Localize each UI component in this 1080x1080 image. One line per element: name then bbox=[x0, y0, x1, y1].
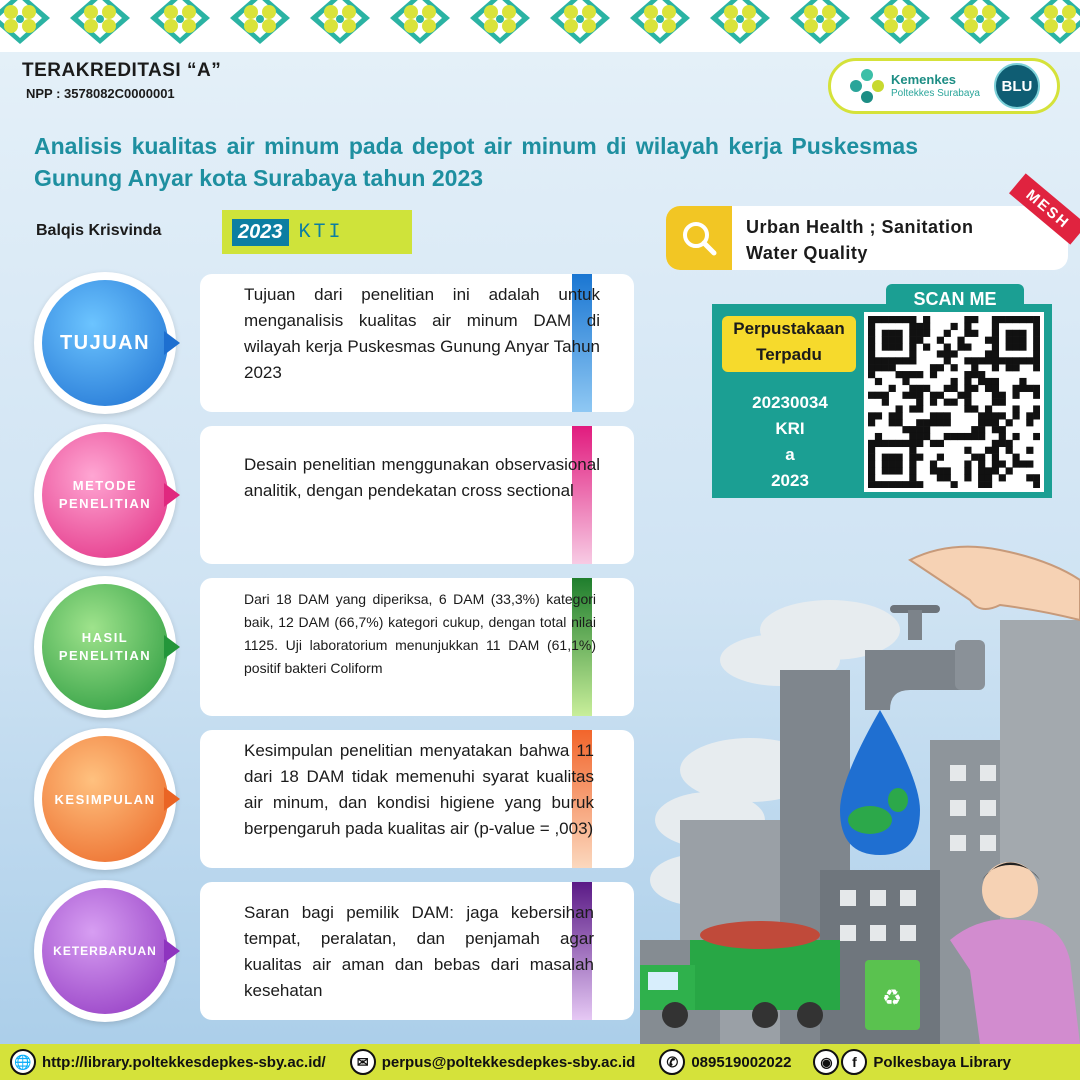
card-label: TUJUAN bbox=[42, 280, 168, 406]
email-link[interactable]: perpus@poltekkesdepkes-sby.ac.id bbox=[381, 1053, 636, 1071]
kti-badge bbox=[222, 210, 412, 254]
call-number bbox=[724, 390, 856, 494]
card-label: KETERBARUAN bbox=[42, 888, 168, 1014]
card-label: HASIL PENELITIAN bbox=[42, 584, 168, 710]
card-keterbaruan bbox=[40, 882, 634, 1020]
mesh-tag: MESH bbox=[1009, 173, 1080, 244]
library-name-badge: Perpustakaan Terpadu bbox=[722, 316, 856, 372]
card-text: Tujuan dari penelitian ini adalah untuk menganalisis kualitas air minum DAM di wilayah kerja Puskesmas Gunung Anyar Tahun 2023 bbox=[244, 285, 600, 382]
footer-website[interactable] bbox=[10, 1049, 326, 1075]
kti-year: 2023 bbox=[232, 219, 289, 246]
accreditation-label: TERAKREDITASI “A” bbox=[22, 60, 222, 81]
card-text: Saran bagi pemilik DAM: jaga kebersihan tempat, peralatan, dan penjamah agar kualitas air aman dan bebas dari masalah kesehatan bbox=[244, 903, 594, 1000]
kemenkes-logo-icon bbox=[849, 68, 885, 104]
facebook-icon: f bbox=[841, 1049, 867, 1075]
card-hasil-penelitian bbox=[40, 578, 634, 716]
card-pointer bbox=[164, 635, 180, 659]
footer-phone[interactable] bbox=[659, 1049, 791, 1075]
author-name: Balqis Krisvinda bbox=[36, 222, 162, 239]
mail-icon: ✉ bbox=[350, 1049, 376, 1075]
call-number-line-2: KRI bbox=[775, 419, 805, 438]
water-city-illustration bbox=[620, 520, 1080, 1044]
blu-logo: BLU bbox=[994, 63, 1040, 109]
qr-code[interactable] bbox=[864, 312, 1044, 492]
poltekkes-logo-text: Poltekkes Surabaya bbox=[891, 87, 980, 99]
mesh-keyword-line-1: Urban Health ; Sanitation bbox=[746, 217, 974, 237]
top-ornament-border bbox=[0, 0, 1080, 52]
mesh-keyword-line-2: Water Quality bbox=[746, 243, 868, 263]
card-pointer bbox=[164, 939, 180, 963]
card-text: Desain penelitian menggunakan observasional analitik, dengan pendekatan cross sectional bbox=[244, 455, 600, 500]
qr-code-image bbox=[868, 316, 1040, 488]
website-link[interactable]: http://library.poltekkesdepkes-sby.ac.id/ bbox=[42, 1053, 326, 1071]
call-number-line-3: a bbox=[785, 445, 795, 464]
phone-number[interactable]: 089519002022 bbox=[691, 1053, 792, 1071]
npp-label: NPP : 3578082C0000001 bbox=[26, 86, 175, 101]
kemenkes-logo-text: Kemenkes bbox=[891, 72, 957, 88]
call-number-line-4: 2023 bbox=[771, 471, 809, 490]
card-pointer bbox=[164, 787, 180, 811]
call-number-line-1: 20230034 bbox=[752, 393, 828, 412]
card-pointer bbox=[164, 331, 180, 355]
svg-text:♻: ♻ bbox=[882, 986, 902, 1011]
institution-logo-box bbox=[828, 58, 1060, 114]
social-handle[interactable]: Polkesbaya Library bbox=[873, 1053, 1011, 1071]
card-text: Dari 18 DAM yang diperiksa, 6 DAM (33,3%) kategori baik, 12 DAM (66,7%) kategori cukup, dengan total nilai 1125. Uji laboratorium menunjukkan 11 DAM (61,1%) positif bakteri Coliform bbox=[244, 591, 596, 676]
page-title: Analisis kualitas air minum pada depot air minum di wilayah kerja Puskesmas Gunung Anyar kota Surabaya tahun 2023 bbox=[34, 133, 918, 191]
footer-social[interactable] bbox=[813, 1049, 1011, 1075]
card-kesimpulan bbox=[40, 730, 634, 868]
mesh-keywords-box bbox=[666, 206, 1068, 270]
card-text: Kesimpulan penelitian menyatakan bahwa 11 dari 18 DAM tidak memenuhi syarat kualitas air minum, dan kondisi higiene yang buruk berpengaruh pada kualitas air (p-value = ,003) bbox=[244, 741, 594, 838]
globe-icon: 🌐 bbox=[10, 1049, 36, 1075]
card-label: METODE PENELITIAN bbox=[42, 432, 168, 558]
whatsapp-icon: ✆ bbox=[659, 1049, 685, 1075]
card-metode-penelitian bbox=[40, 426, 634, 564]
kti-label: KTI bbox=[298, 220, 344, 244]
card-pointer bbox=[164, 483, 180, 507]
instagram-icon: ◉ bbox=[813, 1049, 839, 1075]
card-label: KESIMPULAN bbox=[42, 736, 168, 862]
footer-email[interactable] bbox=[350, 1049, 636, 1075]
card-tujuan bbox=[40, 274, 634, 412]
search-icon bbox=[666, 206, 732, 270]
scan-me-label: SCAN ME bbox=[886, 284, 1024, 314]
footer-bar bbox=[0, 1044, 1080, 1080]
ornament-pattern bbox=[0, 0, 1080, 52]
